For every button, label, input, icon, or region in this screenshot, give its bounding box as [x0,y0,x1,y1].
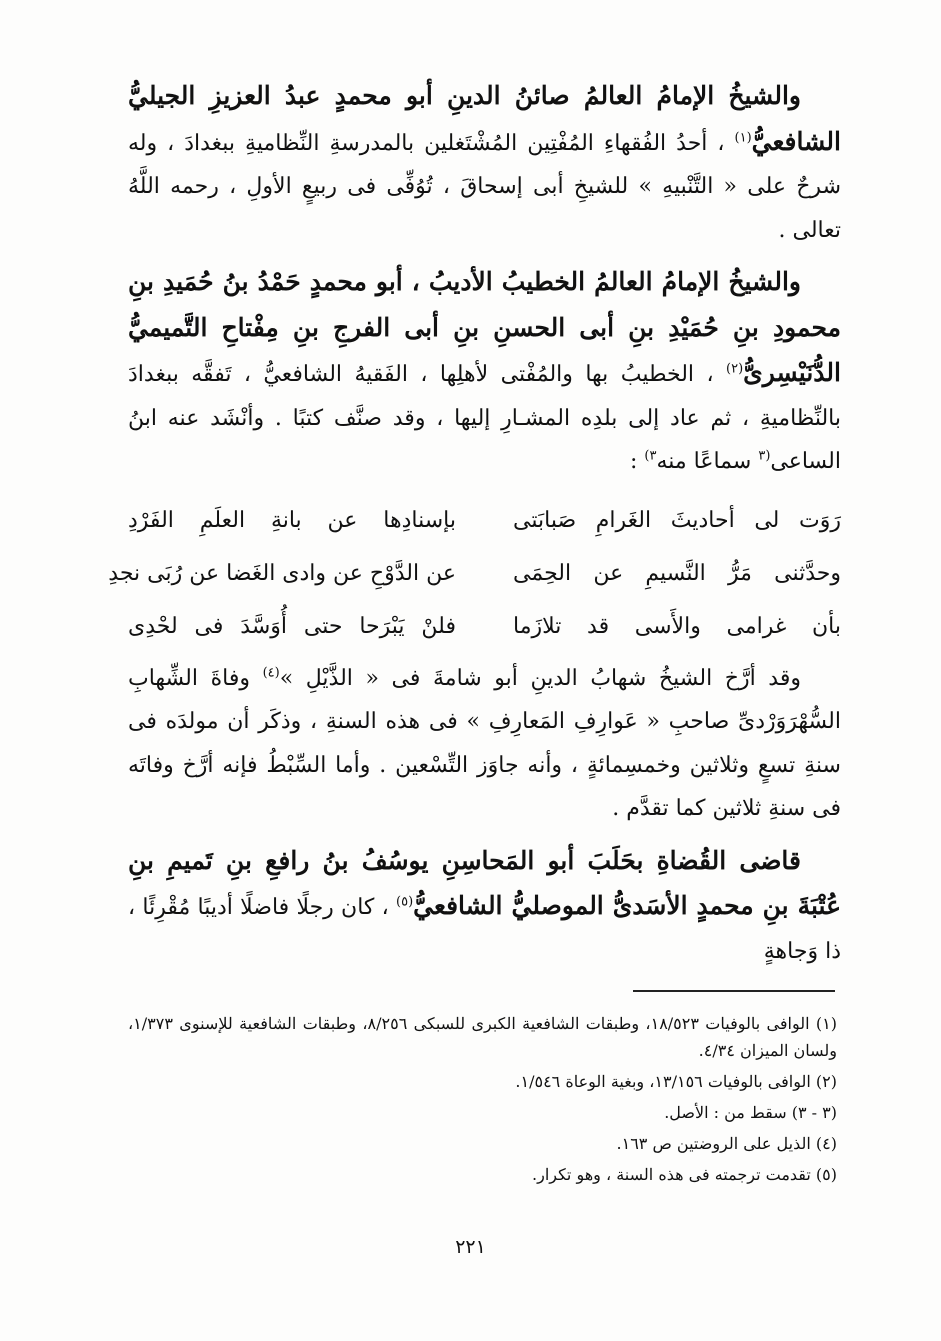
footnote-ref: (٣ [758,448,771,464]
footnote-1: (١) الوافى بالوفيات ١٨/٥٢٣، وطبقات الشافعية الكبرى للسبكى ٨/٢٥٦، وطبقات الشافعية للإسنوى ١/٣٧٣، ولسان الميزان ٤/٣٤. [128,1014,838,1060]
footnote-3: (٣ - ٣) سقط من : الأصل. [664,1103,837,1122]
entry-text: ، الخطيبُ بها والمُفْتى لأهلِها ، الفَقيهُ الشافعيُّ ، تَفقَّه ببغدادَ بالنِّظاميةِ ، ثم عاد إلى بلدِه المشـارِ إليها ، وقد صنَّف كتبًا . وأنْشَد عنه ابنُ الساعى [128,362,841,474]
entry-text: ، كان رجلًا فاضلًا أديبًا مُقْرِئًا ، ذا وَجاهةٍ [128,895,841,964]
entry-heading: قاضى القُضاةِ بحَلَبَ أبو المَحاسِنِ يوسُفُ بنُ رافعِ بنِ تَميمِ بنِ عُتْبَةَ بنِ محمدٍ الأسَدىُّ الموصليُّ الشافعيُّ [128,845,841,920]
footnote-2: (٢) الوافى بالوفيات ١٣/١٥٦، وبغية الوعاة ١/٥٤٦. [515,1072,837,1091]
footnote-ref: (١) [734,130,752,146]
entry-yusuf-rafi [128,839,841,974]
entry-heading: والشيخُ الإمامُ العالمُ الخطيبُ الأديبُ ، أبو محمدٍ حَمْدُ بنُ حُمَيدِ بنِ محمودِ بنِ حُمَيْدِ بنِ أبى الحسنِ بنِ أبى الفرجِ بنِ مِفْتاحِ التَّميميُّ الدُّنَيْسِرىُّ [128,267,841,387]
entry-abdulaziz-jili [128,74,841,252]
verse-second-hemistich: فلنْ يَبْرَحا حتى أُوَسَّدَ فى لحْدِى [128,613,456,639]
verse-second-hemistich: عن الدَّوْحِ عن وادى الغَضا عن رُبَى نجدِ [108,560,456,586]
poem-verse [108,547,841,600]
paragraph-suhrawardi [128,657,841,831]
footnote-5: (٥) تقدمت ترجمته فى هذه السنة ، وهو تكرار. [532,1165,837,1184]
verse-first-hemistich: وحدَّثنى مَرُّ النَّسيمِ عن الحِمَى [513,560,841,586]
footnote-ref: ٣) [644,448,657,464]
paragraph-text: وفاةَ الشِّهابِ السُّهْرَوَرْدىِّ صاحبِ « عَوارِفِ المَعارِفِ » فى هذه السنةِ ، وذكَر أن مولدَه فى سنةِ تسعٍ وثلاثين وخمسِمائةٍ ، وأنه جاوَز التِّسْعين . وأما السِّبْطُ فإنه أرَّخ وفاتَه فى سنةِ ثلاثين كما تقدَّم . [128,665,841,821]
poem-verse [128,494,841,547]
main-text [108,74,841,973]
footnotes [128,1010,837,1192]
page-number: ٢٢١ [455,1236,486,1258]
footnote-ref: (٢) [726,361,744,377]
footnote-ref: (٥) [396,894,414,910]
entry-hamd-dunaysiri [128,260,841,484]
entry-text: : [629,449,645,474]
entry-text: سماعًا منه [656,449,759,474]
entry-text: ، أحدُ الفُقهاءِ المُفْتِين المُشْتَغلين بالمدرسةِ النِّظاميةِ ببغدادَ ، وله شرحٌ على « التَّنْبيهِ » للشيخِ أبى إسحاقَ ، تُوُفِّى فى ربيعٍ الأولِ ، رحمه اللَّهُ تعالى . [128,130,841,243]
footnote-ref: (٤) [262,665,280,681]
entry-heading: والشيخُ الإمامُ العالمُ صائنُ الدينِ أبو محمدٍ عبدُ العزيزِ الجيليُّ الشافعيُّ [128,81,841,156]
paragraph-text: وقد أرَّخ الشيخُ شهابُ الدينِ أبو شامةَ فى « الذَّيْلِ » [279,665,801,691]
footnote-4: (٤) الذيل على الروضتين ص ١٦٣. [616,1134,837,1153]
verse-first-hemistich: رَوَت لى أحاديثَ الغَرامِ صَبابَتى [513,507,841,533]
footnote-separator [633,990,835,992]
poem-verse [128,600,841,653]
poem [108,494,841,653]
verse-second-hemistich: بإسنادِها عن بانةِ العلَمِ الفَرْدِ [128,507,456,533]
verse-first-hemistich: بأن غرامى والأَسى قد تلازَما [513,613,841,639]
